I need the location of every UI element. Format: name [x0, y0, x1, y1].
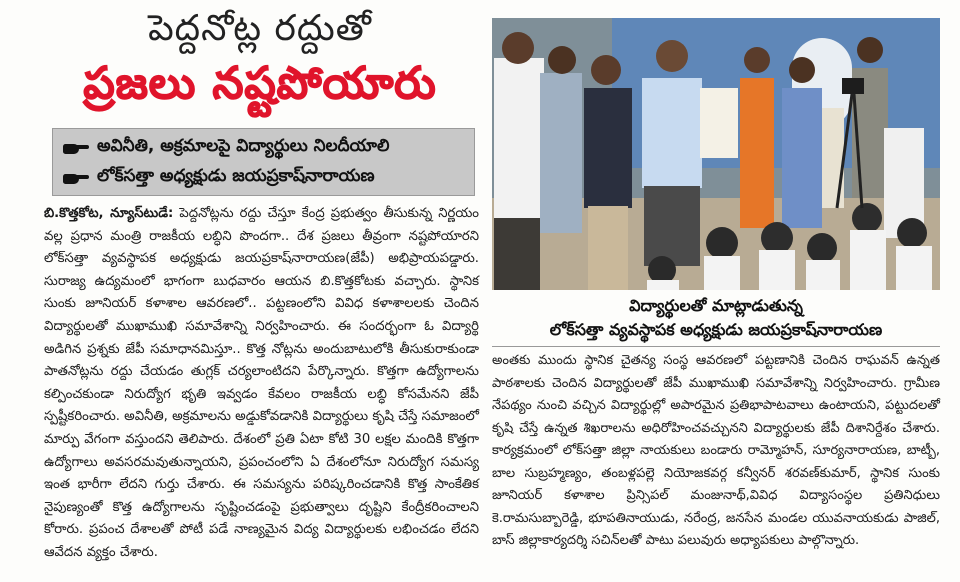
bullet-text: అవినీతి, అక్రమాలపై విద్యార్థులు నిలదీయాలి: [97, 136, 390, 156]
dateline: బి.కొత్తకోట, న్యూస్‌టుడే:: [44, 206, 174, 221]
main-headline: ప్రజలు నష్టపోయారు: [83, 58, 437, 109]
pointing-hand-icon: [63, 170, 89, 186]
pointing-hand-icon: [63, 140, 89, 156]
body-text-right: అంతకు ముందు స్థానిక చైతన్య సంస్థ ఆవరణలో పట్టణానికి చెందిన రాఘవన్ ఉన్నత పాఠశాలకు చెందిన విద్యార్థులతో జేపీ ముఖాముఖి సమావేశాన్ని నిర్వహించారు. గ్రామీణ నేపథ్యం నుంచి వచ్చిన విద్యార్థుల్లో అపారమైన ప్రతిభాపాటవాలు ఉంటాయని, పట్టుదలతో కృషి చేస్తే ఉన్నత శిఖరాలను అధిరోహించవచ్చునని విద్యార్థులకు జేపీ దిశానిర్దేశం చేశారు. కార్యక్రమంలో లోక్‌సత్తా జిల్లా నాయకులు బండారు రామ్మోహన్, సూర్యనారాయణ, బాట్బీ, బాల సుబ్రహ్మణ్యం, తంబళ్లపల్లె నియోజకవర్గ కన్వీనర్ శరవణ్‌కుమార్, స్థానిక సుంకు జూనియర్ కళాశాల ప్రిన్సిపల్ మంజునాథ్,వివిధ విద్యాసంస్థల ప్రతినిధులు కె.రామసుబ్బారెడ్డి, భూపతినాయుడు, నరేంద్ర, జనసేన మండల యువనాయకుడు పాజిల్, బాస్ జిల్లాకార్యదర్శి సచిన్‌లతో పాటు పలువురు అధ్యాపకులు పాల్గొన్నారు.: [492, 353, 940, 548]
caption-line: లోక్‌సత్తా వ్యవస్థాపక అధ్యక్షుడు జయప్రకాష్‌నారాయణ: [549, 320, 883, 339]
photo-caption: [492, 294, 940, 342]
news-photo: [492, 18, 940, 290]
body-paragraph: పెద్దనోట్లను రద్దు చేస్తూ కేంద్ర ప్రభుత్వం తీసుకున్న నిర్ణయం వల్ల ప్రధాన మంత్రి రాజకీయ లబ్ధిని పొందగా.. దేశ ప్రజలు తీవ్రంగా నష్టపోయారని లోక్‌సత్తా వ్యవస్థాపక అధ్యక్షుడు జయప్రకాష్‌నారాయణ(జేపీ) అభిప్రాయపడ్డారు. సురాజ్య ఉద్యమంలో భాగంగా బుధవారం ఆయన బి.కొత్తకోటకు వచ్చారు. స్థానిక సుంకు జూనియర్ కళాశాల ఆవరణలో.. పట్టణంలోని వివిధ కళాశాలలకు చెందిన విద్యార్థులతో ముఖాముఖి సమావేశాన్ని నిర్వహించారు. ఈ సందర్భంగా ఓ విద్యార్థి అడిగిన ప్రశ్నకు జేపీ సమాధానమిస్తూ.. కొత్త నోట్లను అందుబాటులోకి తీసుకురాకుండా పాతనోట్లను రద్దు చేయడం తుగ్లక్ చర్యలాంటిదని పేర్కొన్నారు. కొత్తగా ఉద్యోగాలను కల్పించకుండా నిరుద్యోగ భృతి ఇవ్వడం కేవలం రాజకీయ లబ్ధి కోసమేనని జేపీ స్పష్టీకరించారు. అవినీతి, అక్రమాలను అడ్డుకోవడానికి విద్యార్థులు కృషి చేస్తే సమాజంలో మార్పు వేగంగా వస్తుందని తెలిపారు. దేశంలో ప్రతి ఏటా కోటి 30 లక్షల మందికి కొత్తగా ఉద్యోగాలు అవసరమవుతున్నాయని, ప్రపంచంలోని ఏ దేశంలోనూ నిరుద్యోగ సమస్య ఇంత భారీగా లేదని గుర్తు చేశారు. ఈ సమస్యను పరిష్కరించడానికి కొత్త సాంకేతిక నైపుణ్యంతో కొత్త ఉద్యోగాలను సృష్టించడంపై ప్రభుత్వాలు దృష్టిని కేంద్రీకరించాలని కోరారు. ప్రపంచ దేశాలతో పోటీ పడే నాణ్యమైన విద్య విద్యార్థులకు లభించడం లేదని ఆవేదన వ్యక్తం చేశారు.: [44, 206, 479, 560]
column-divider: [492, 346, 940, 347]
body-text-left: [44, 203, 479, 565]
kicker-headline: పెద్దనోట్ల రద్దుతో: [148, 8, 372, 49]
bullet-text: లోక్‌సత్తా అధ్యక్షుడు జయప్రకాష్‌నారాయణ: [97, 166, 375, 186]
caption-line: విద్యార్థులతో మాట్లాడుతున్న: [629, 296, 803, 315]
highlight-bullet: [63, 163, 464, 193]
highlight-box: [52, 128, 475, 196]
highlight-bullet: [63, 133, 464, 163]
